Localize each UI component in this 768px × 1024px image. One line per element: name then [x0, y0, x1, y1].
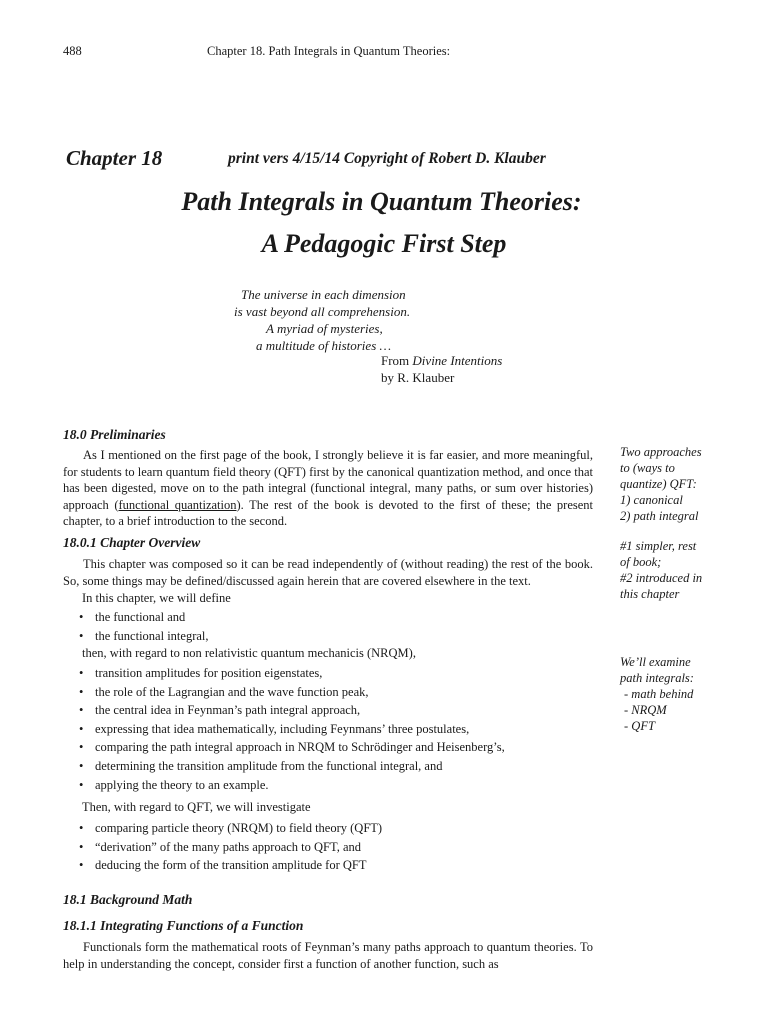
list-item: • determining the transition amplitude from the functional integral, and: [79, 758, 443, 773]
list-item: • comparing particle theory (NRQM) to field theory (QFT): [79, 821, 383, 835]
chapter-label: Chapter 18: [66, 146, 163, 170]
section-heading-background-math: 18.1 Background Math: [63, 892, 193, 907]
margin-note-approaches: Two approaches to (ways to quantize) QFT: 1) canonical 2) path integral: [620, 445, 702, 523]
nrqm-intro: then, with regard to non relativistic quantum mechanicis (NRQM),: [82, 646, 416, 660]
running-title: Chapter 18. Path Integrals in Quantum Theories:: [207, 44, 451, 58]
list-item: - QFT: [624, 719, 655, 733]
list-item: • the central idea in Feynman’s path integral approach,: [79, 703, 361, 718]
margin-note-examine-list: [620, 686, 740, 734]
print-version-note: print vers 4/15/14 Copyright of Robert D. Klauber: [228, 150, 546, 167]
list-item: • “derivation” of the many paths approach to QFT, and: [79, 839, 362, 854]
integrating-paragraph: Functionals form the mathematical roots of Feynman’s many paths approach to quantum theories. To help in understanding the concept, consider first a function of another function, such as: [63, 940, 593, 971]
list-item: • deducing the form of the transition amplitude for QFT: [79, 858, 367, 873]
list-item: • the role of the Lagrangian and the wave function peak,: [79, 684, 369, 699]
functional-quantization-term: functional quantization: [118, 497, 237, 512]
list-item: • transition amplitudes for position eigenstates,: [79, 666, 323, 680]
preliminaries-paragraph: As I mentioned on the first page of the book, I strongly believe it is far easier, and more meaningful, for students to learn quantum field theory (QFT) first by the canonical quantization method, and once that has been digested, move on to the path integral (functional integral, many paths, or sum over histories) approach (functional quantization). The rest of the book is devoted to the first of these; the present chapter, to a brief introduction to the second.: [63, 448, 593, 529]
page-number: 488: [63, 44, 82, 58]
epigraph-source: From Divine Intentions: [381, 353, 503, 368]
margin-note-examine: We’ll examine path integrals: - math behind - NRQM - QFT: [620, 654, 740, 734]
list-item: • the functional integral,: [79, 628, 209, 643]
epigraph-line-1: The universe in each dimension: [241, 287, 406, 302]
epigraph-author: by R. Klauber: [381, 370, 455, 385]
nrqm-list: [79, 664, 505, 794]
chapter-title-line-2: A Pedagogic First Step: [261, 229, 507, 258]
qft-list: [79, 819, 382, 875]
epigraph-line-4: a multitude of histories …: [256, 338, 392, 353]
list-item: - math behind: [624, 687, 694, 701]
overview-paragraph: This chapter was composed so it can be read independently of (without reading) the rest of the book. So, some things may be defined/discussed again herein that are covered elsewhere in the text.: [63, 557, 593, 588]
section-heading-chapter-overview: 18.0.1 Chapter Overview: [63, 535, 201, 550]
section-heading-integrating-functions: 18.1.1 Integrating Functions of a Function: [63, 918, 304, 933]
epigraph-line-2: is vast beyond all comprehension.: [234, 304, 411, 319]
list-item: • the functional and: [79, 610, 186, 624]
list-item: • applying the theory to an example.: [79, 777, 269, 792]
list-item: - NRQM: [624, 703, 667, 717]
margin-note-simpler: #1 simpler, rest of book; #2 introduced in this chapter: [620, 539, 703, 601]
define-list: [79, 608, 209, 645]
chapter-title-line-1: Path Integrals in Quantum Theories:: [181, 187, 582, 216]
epigraph-source-title: Divine Intentions: [412, 353, 503, 368]
qft-intro: Then, with regard to QFT, we will investigate: [82, 800, 311, 814]
list-item: • expressing that idea mathematically, including Feynmans’ three postulates,: [79, 721, 470, 736]
list-item: • comparing the path integral approach in NRQM to Schrödinger and Heisenberg’s,: [79, 740, 505, 755]
define-intro: In this chapter, we will define: [82, 591, 231, 605]
epigraph-line-3: A myriad of mysteries,: [266, 321, 383, 336]
section-heading-preliminaries: 18.0 Preliminaries: [63, 427, 166, 442]
